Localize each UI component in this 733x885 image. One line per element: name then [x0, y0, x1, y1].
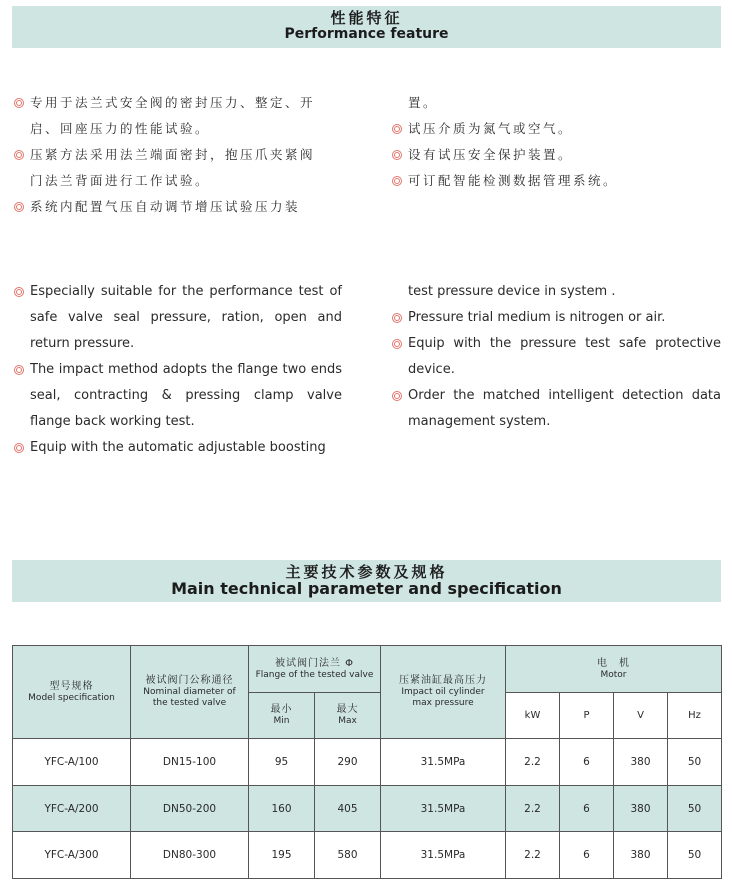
- cylinder-header: [381, 646, 506, 739]
- spec-table: [12, 645, 722, 879]
- motor-header-cn: 电 机: [597, 657, 630, 669]
- cylinder-header-en: Impact oil cylinder max pressure: [401, 687, 485, 708]
- p-cell: 6: [560, 832, 614, 879]
- feature-line: 置。: [408, 95, 439, 110]
- bullet-circle-icon: [14, 365, 24, 375]
- table-row: [13, 786, 722, 832]
- feature-item: [14, 194, 350, 220]
- max-header: [315, 693, 381, 739]
- performance-title-cn: 性能特征: [330, 9, 403, 27]
- pressure-cell: 31.5MPa: [381, 832, 506, 879]
- bullet-circle-icon: [392, 391, 402, 401]
- kw-header: kW: [506, 693, 560, 739]
- kw-cell: 2.2: [506, 739, 560, 786]
- model-cell: YFC-A/100: [13, 739, 131, 786]
- feature-item: [14, 357, 342, 435]
- feature-line: return pressure.: [30, 336, 135, 351]
- feature-line: Equip with the pressure test safe protective: [408, 336, 721, 351]
- bullet-circle-icon: [14, 202, 24, 212]
- v-cell: 380: [614, 786, 668, 832]
- feature-line: 可订配智能检测数据管理系统。: [408, 173, 619, 188]
- hz-cell: 50: [668, 832, 722, 879]
- max-cell: 405: [315, 786, 381, 832]
- flange-header-en: Flange of the tested valve: [255, 669, 374, 680]
- spec-title-cn: 主要技术参数及规格: [285, 563, 448, 581]
- flange-header-cn: 被试阀门法兰 Φ: [274, 657, 355, 669]
- pressure-cell: 31.5MPa: [381, 739, 506, 786]
- performance-title-en: Performance feature: [284, 26, 449, 42]
- v-cell: 380: [614, 739, 668, 786]
- feature-line: seal, contracting & pressing clamp valve: [30, 388, 342, 403]
- bullet-circle-icon: [14, 98, 24, 108]
- feature-item: [14, 142, 350, 194]
- motor-header: [506, 646, 722, 693]
- min-cell: 95: [249, 739, 315, 786]
- bullet-circle-icon: [392, 339, 402, 349]
- max-header-cn: 最大: [336, 704, 359, 715]
- min-header: [249, 693, 315, 739]
- max-header-en: Max: [338, 716, 357, 726]
- p-cell: 6: [560, 786, 614, 832]
- feature-line: 门法兰背面进行工作试验。: [30, 173, 211, 188]
- min-header-cn: 最小: [270, 704, 293, 715]
- nominal-header-en: Nominal diameter of the tested valve: [143, 687, 236, 708]
- model-cell: YFC-A/300: [13, 832, 131, 879]
- feature-line: safe valve seal pressure, ration, open and: [30, 310, 342, 325]
- hz-cell: 50: [668, 786, 722, 832]
- feature-line: 试压介质为氮气或空气。: [408, 121, 574, 136]
- dn-cell: DN80-300: [131, 832, 249, 879]
- feature-item: [392, 279, 721, 305]
- min-cell: 160: [249, 786, 315, 832]
- kw-cell: 2.2: [506, 786, 560, 832]
- feature-item: [392, 168, 722, 194]
- feature-line: Equip with the automatic adjustable boosting: [30, 440, 326, 455]
- feature-line: 系统内配置气压自动调节增压试验压力装: [30, 199, 301, 214]
- max-cell: 290: [315, 739, 381, 786]
- features-en-left: [14, 279, 342, 461]
- model-header-cn: 型号规格: [49, 680, 94, 692]
- hz-cell: 50: [668, 739, 722, 786]
- feature-item: [14, 435, 342, 461]
- p-cell: 6: [560, 739, 614, 786]
- feature-line: management system.: [408, 414, 551, 429]
- features-cn-left: [14, 90, 350, 220]
- feature-line: device.: [408, 362, 455, 377]
- bullet-circle-icon: [392, 176, 402, 186]
- feature-item: [392, 116, 722, 142]
- feature-line: 设有试压安全保护装置。: [408, 147, 574, 162]
- features-en-right: [392, 279, 721, 435]
- feature-line: The impact method adopts the flange two ends: [30, 362, 342, 377]
- bullet-circle-icon: [392, 150, 402, 160]
- feature-item: [392, 142, 722, 168]
- feature-line: 压紧方法采用法兰端面密封，抱压爪夹紧阀: [30, 147, 316, 162]
- feature-item: [392, 90, 722, 116]
- feature-line: test pressure device in system .: [408, 284, 616, 299]
- feature-item: [392, 383, 721, 435]
- nominal-header-cn: 被试阀门公称通径: [145, 675, 234, 686]
- bullet-circle-icon: [14, 287, 24, 297]
- feature-line: Order the matched intelligent detection data: [408, 388, 721, 403]
- min-header-en: Min: [273, 716, 290, 726]
- feature-item: [392, 305, 721, 331]
- feature-line: Pressure trial medium is nitrogen or air.: [408, 310, 666, 325]
- feature-line: Especially suitable for the performance test of: [30, 284, 342, 299]
- spec-banner: [12, 560, 721, 602]
- v-header: V: [614, 693, 668, 739]
- model-cell: YFC-A/200: [13, 786, 131, 832]
- flange-header: [249, 646, 381, 693]
- feature-line: flange back working test.: [30, 414, 195, 429]
- pressure-cell: 31.5MPa: [381, 786, 506, 832]
- dn-cell: DN50-200: [131, 786, 249, 832]
- max-cell: 580: [315, 832, 381, 879]
- model-header-en: Model specification: [28, 692, 115, 703]
- features-cn-right: [392, 90, 722, 194]
- feature-line: 启、回座压力的性能试验。: [30, 121, 211, 136]
- performance-banner: [12, 6, 721, 48]
- table-row: [13, 832, 722, 879]
- table-row: [13, 739, 722, 786]
- nominal-header: [131, 646, 249, 739]
- bullet-circle-icon: [392, 313, 402, 323]
- p-header: P: [560, 693, 614, 739]
- kw-cell: 2.2: [506, 832, 560, 879]
- feature-line: 专用于法兰式安全阀的密封压力、整定、开: [30, 95, 316, 110]
- bullet-circle-icon: [14, 443, 24, 453]
- dn-cell: DN15-100: [131, 739, 249, 786]
- bullet-circle-icon: [14, 150, 24, 160]
- feature-item: [14, 90, 350, 142]
- feature-item: [14, 279, 342, 357]
- hz-header: Hz: [668, 693, 722, 739]
- motor-header-en: Motor: [600, 669, 627, 680]
- spec-title-en: Main technical parameter and specification: [171, 579, 562, 598]
- cylinder-header-cn: 压紧油缸最高压力: [399, 675, 487, 686]
- feature-item: [392, 331, 721, 383]
- v-cell: 380: [614, 832, 668, 879]
- bullet-circle-icon: [392, 124, 402, 134]
- model-header: [13, 646, 131, 739]
- min-cell: 195: [249, 832, 315, 879]
